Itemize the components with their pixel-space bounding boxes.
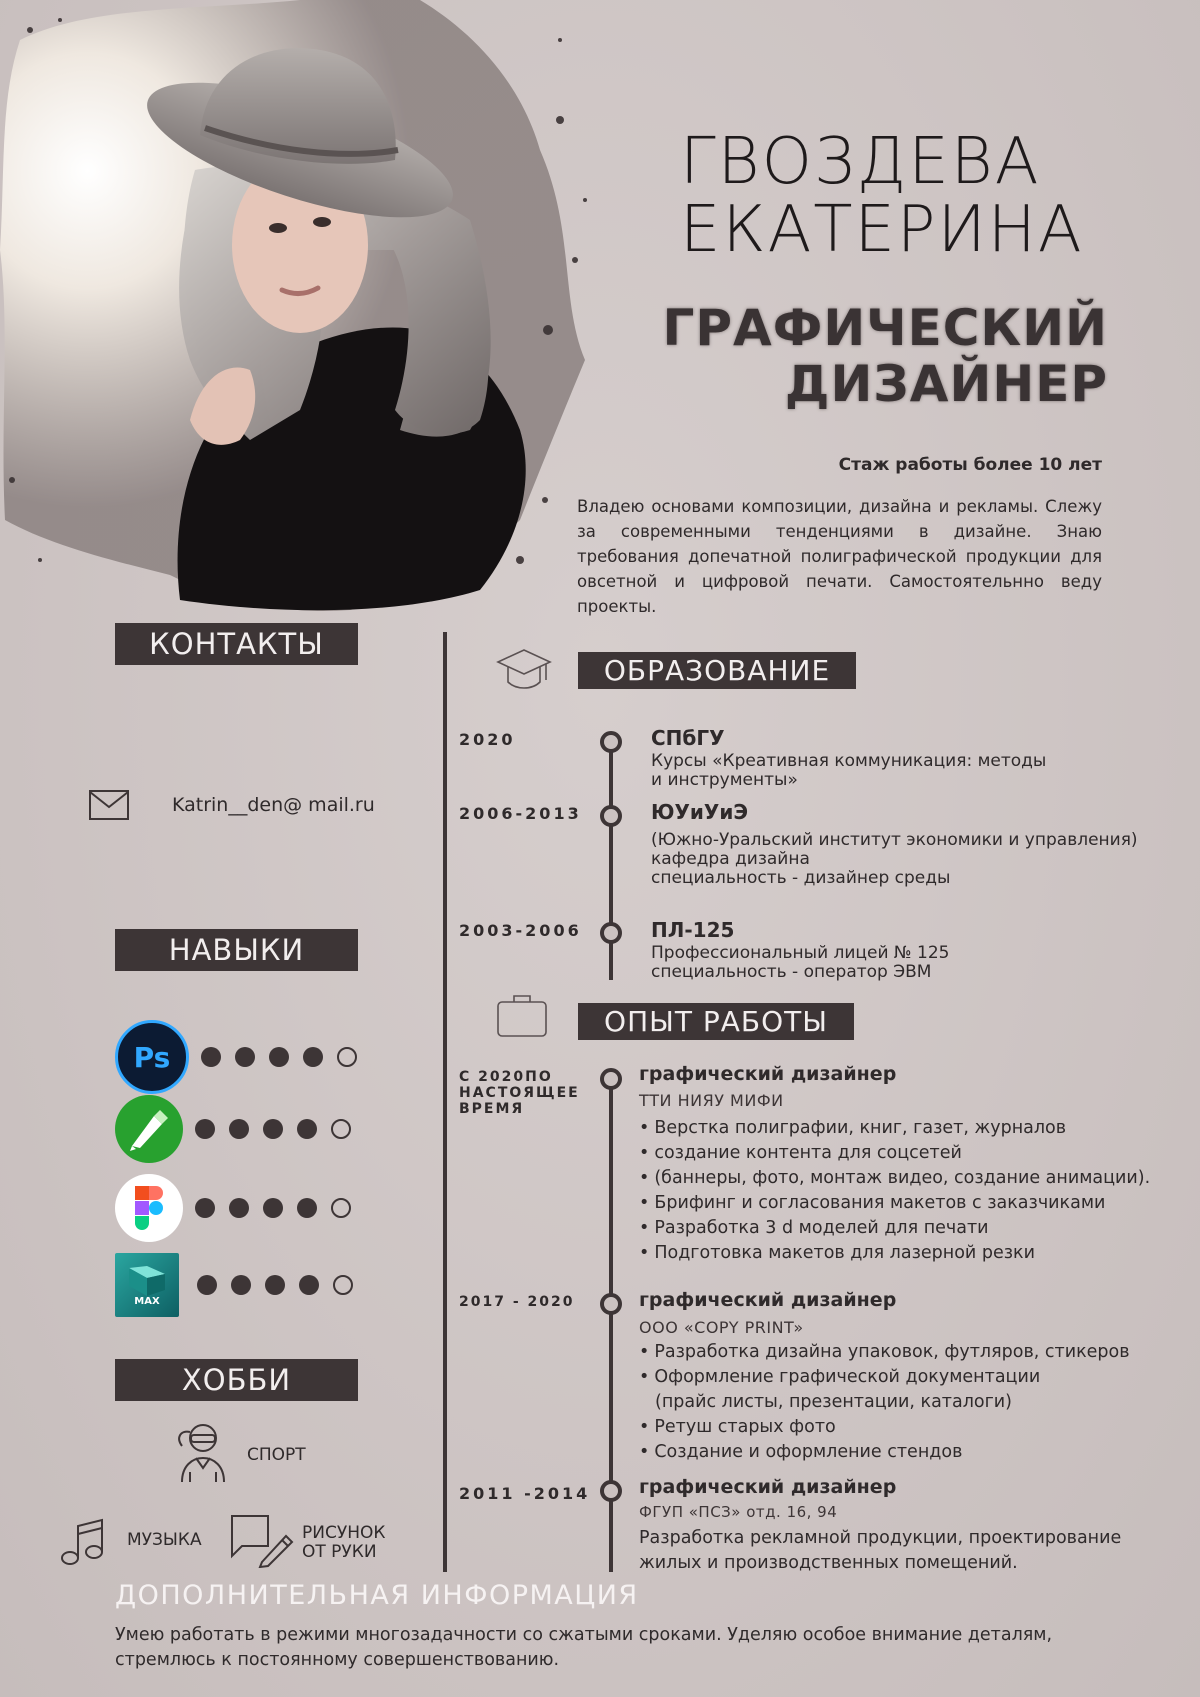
experience-summary: Стаж работы более 10 лет xyxy=(838,455,1102,475)
skill-dot-filled xyxy=(229,1119,249,1139)
graduation-cap-icon xyxy=(496,646,552,694)
skill-dot-empty xyxy=(331,1198,351,1218)
first-name: ЕКАТЕРИНА xyxy=(680,193,1084,267)
skill-row-photoshop xyxy=(115,1020,371,1094)
skill-level-dots xyxy=(201,1047,371,1067)
skill-dot-filled xyxy=(197,1275,217,1295)
education-timeline-line xyxy=(609,740,613,980)
edu-year-2: 2006-2013 xyxy=(459,804,582,823)
job-title-3: графический дизайнер xyxy=(639,1476,897,1498)
duty-item: • Разработка 3 d моделей для печати xyxy=(639,1216,1150,1241)
duty-item: • (баннеры, фото, монтаж видео, создание анимации). xyxy=(639,1166,1150,1191)
intro-paragraph: Владею основами композиции, дизайна и рекламы. Слежу за современными тенденциями в дизайне. Знаю требования допечатной полиграфической продукции для овсетной и цифровой печати. Самостоятельнно веду проекты. xyxy=(577,497,1102,616)
duty-item: • Подготовка макетов для лазерной резки xyxy=(639,1241,1150,1266)
timeline-node xyxy=(600,1293,622,1315)
skill-dot-filled xyxy=(263,1198,283,1218)
education-heading: ОБРАЗОВАНИЕ xyxy=(578,652,856,689)
edu-2-line-1: (Южно-Уральский институт экономики и управления) xyxy=(651,830,1138,850)
edu-details-3 xyxy=(651,944,949,982)
hobby-music-label: МУЗЫКА xyxy=(127,1530,202,1550)
contacts-heading: КОНТАКТЫ xyxy=(115,623,358,665)
job-1-years-line-2: НАСТОЯЩЕЕ xyxy=(459,1085,580,1101)
duty-item: • создание контента для соцсетей xyxy=(639,1141,1150,1166)
3dsmax-icon: MAX xyxy=(115,1253,179,1317)
job-years-2: 2017 - 2020 xyxy=(459,1294,575,1310)
job-3-line-2: жилых и производственных помещений. xyxy=(639,1553,1018,1573)
job-title-heading xyxy=(663,300,1108,412)
skill-dot-filled xyxy=(297,1198,317,1218)
job-org-2: ООО «COPY PRINT» xyxy=(639,1318,804,1337)
edu-details-1 xyxy=(651,752,1046,790)
skill-row-figma xyxy=(115,1174,365,1242)
skills-heading: НАВЫКИ xyxy=(115,929,358,971)
skill-dot-empty xyxy=(337,1047,357,1067)
job-duties-1 xyxy=(639,1116,1150,1266)
duty-item: • Верстка полиграфии, книг, газет, журналов xyxy=(639,1116,1150,1141)
email-row[interactable] xyxy=(88,788,375,822)
job-years-3: 2011 -2014 xyxy=(459,1484,591,1503)
briefcase-icon xyxy=(496,992,548,1038)
edu-details-2 xyxy=(651,831,1138,888)
edu-3-line-2: специальность - оператор ЭВМ xyxy=(651,962,932,982)
skill-row-coreldraw xyxy=(115,1095,365,1163)
skill-level-dots xyxy=(195,1198,365,1218)
additional-line-2: стремлюсь к постоянному совершенствованию. xyxy=(115,1650,560,1670)
full-name xyxy=(680,125,1084,267)
photoshop-icon: Ps xyxy=(115,1020,189,1094)
edu-1-line-2: и инструменты» xyxy=(651,770,798,790)
timeline-node xyxy=(600,805,622,827)
coreldraw-icon xyxy=(115,1095,183,1163)
skill-dot-filled xyxy=(201,1047,221,1067)
envelope-icon xyxy=(88,788,130,822)
last-name: ГВОЗДЕВА xyxy=(680,125,1041,199)
edu-2-line-3: специальность - дизайнер среды xyxy=(651,868,951,888)
job-1-years-line-3: ВРЕМЯ xyxy=(459,1101,525,1117)
edu-1-line-1: Курсы «Креативная коммуникация: методы xyxy=(651,751,1047,771)
skill-dot-filled xyxy=(235,1047,255,1067)
job-org-3: ФГУП «ПСЗ» отд. 16, 94 xyxy=(639,1503,838,1521)
email-text[interactable]: Katrin__den@ mail.ru xyxy=(172,794,375,816)
skill-dot-filled xyxy=(297,1119,317,1139)
timeline-node xyxy=(600,1480,622,1502)
hobby-drawing-label xyxy=(302,1524,385,1562)
edu-2-line-2: кафедра дизайна xyxy=(651,849,810,869)
skill-row-3dsmax xyxy=(115,1253,367,1317)
skill-dot-filled xyxy=(231,1275,251,1295)
skill-dot-filled xyxy=(195,1198,215,1218)
skill-dot-filled xyxy=(265,1275,285,1295)
skill-dot-filled xyxy=(195,1119,215,1139)
hobby-drawing-line-1: РИСУНОК xyxy=(302,1523,386,1543)
job-org-1: ТТИ НИЯУ МИФИ xyxy=(639,1091,784,1110)
skill-dot-empty xyxy=(331,1119,351,1139)
duty-item: • Оформление графической документации xyxy=(639,1365,1130,1390)
job-1-years-line-1: С 2020ПО xyxy=(459,1069,553,1085)
timeline-node xyxy=(600,1068,622,1090)
edu-title-2: ЮУиУиЭ xyxy=(651,800,749,824)
job-title-1: графический дизайнер xyxy=(639,1063,897,1085)
edu-title-3: ПЛ-125 xyxy=(651,918,735,942)
skill-dot-filled xyxy=(299,1275,319,1295)
duty-item: • Ретуш старых фото xyxy=(639,1415,1130,1440)
skill-dot-filled xyxy=(263,1119,283,1139)
skill-dot-filled xyxy=(229,1198,249,1218)
profile-photo xyxy=(0,0,590,620)
duty-item: • Брифинг и согласования макетов с заказчиками xyxy=(639,1191,1150,1216)
timeline-node xyxy=(600,731,622,753)
column-divider xyxy=(443,632,447,1572)
hobby-drawing-line-2: ОТ РУКИ xyxy=(302,1542,377,1562)
skill-dot-filled xyxy=(303,1047,323,1067)
duty-item-continuation: (прайс листы, презентации, каталоги) xyxy=(655,1392,1013,1412)
job-3-line-1: Разработка рекламной продукции, проектирование xyxy=(639,1528,1122,1548)
hobby-sport-label: СПОРТ xyxy=(247,1445,306,1465)
title-line-1: ГРАФИЧЕСКИЙ xyxy=(662,299,1108,357)
sport-person-icon xyxy=(170,1418,236,1484)
skill-dot-empty xyxy=(333,1275,353,1295)
music-note-icon xyxy=(60,1518,104,1566)
job-years-1 xyxy=(459,1069,580,1117)
hobbies-heading: ХОББИ xyxy=(115,1359,358,1401)
timeline-node xyxy=(600,922,622,944)
skill-level-dots xyxy=(195,1119,365,1139)
skill-dot-filled xyxy=(269,1047,289,1067)
job-title-2: графический дизайнер xyxy=(639,1289,897,1311)
job-duties-2 xyxy=(639,1340,1130,1465)
experience-heading: ОПЫТ РАБОТЫ xyxy=(578,1003,854,1040)
additional-info-heading: ДОПОЛНИТЕЛЬНАЯ ИНФОРМАЦИЯ xyxy=(115,1580,639,1611)
duty-item: • Разработка дизайна упаковок, футляров, стикеров xyxy=(639,1340,1130,1365)
figma-icon xyxy=(115,1174,183,1242)
drawing-pencil-icon xyxy=(228,1512,294,1568)
additional-line-1: Умею работать в режими многозадачности со сжатыми сроками. Уделяю особое внимание деталям, xyxy=(115,1625,1053,1645)
additional-info-text xyxy=(115,1623,1125,1673)
skill-level-dots xyxy=(197,1275,367,1295)
edu-3-line-1: Профессиональный лицей № 125 xyxy=(651,943,950,963)
edu-title-1: СПбГУ xyxy=(651,726,725,750)
edu-year-1: 2020 xyxy=(459,730,516,749)
job-description-3 xyxy=(639,1526,1179,1576)
edu-year-3: 2003-2006 xyxy=(459,921,582,940)
title-line-2: ДИЗАЙНЕР xyxy=(784,355,1108,413)
duty-item: • Создание и оформление стендов xyxy=(639,1440,1130,1465)
